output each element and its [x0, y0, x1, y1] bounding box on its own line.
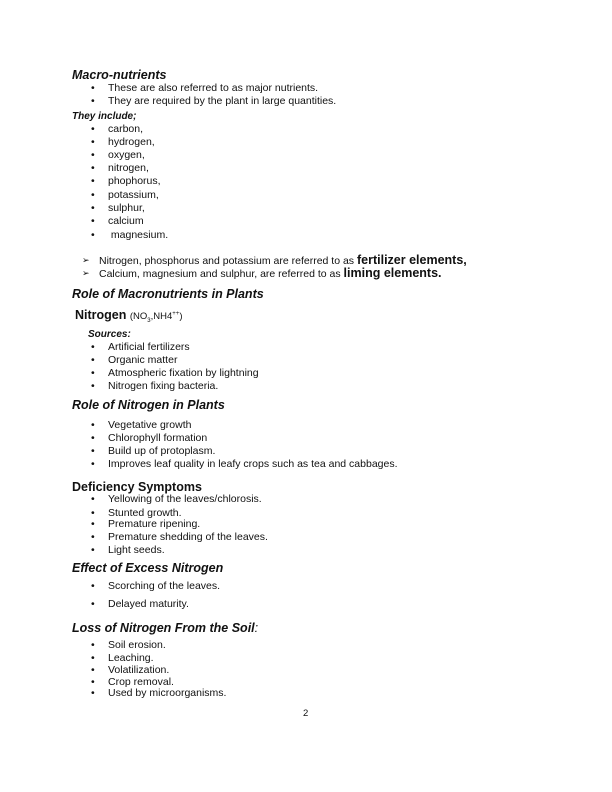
emphasis: fertilizer elements, — [356, 253, 467, 267]
list-item: • These are also referred to as major nutrients. — [108, 82, 318, 95]
list-item: • Improves leaf quality in leafy crops such as tea and cabbages. — [108, 458, 398, 471]
list-item: • Premature ripening. — [108, 518, 200, 531]
sources-label: Sources: — [88, 329, 131, 340]
formula-part: (NO — [129, 311, 148, 323]
emphasis: liming elements. — [343, 266, 442, 280]
page-number: 2 — [303, 708, 309, 719]
list-item: • Atmospheric fixation by lightning — [108, 367, 259, 380]
list-item: • Nitrogen fixing bacteria. — [108, 380, 218, 393]
heading-role-macronutrients: Role of Macronutrients in Plants — [72, 287, 264, 301]
text: Calcium, magnesium and sulphur, are referred to as — [99, 268, 344, 280]
list-item: • Scorching of the leaves. — [108, 580, 220, 593]
list-item: • oxygen, — [108, 149, 145, 162]
liming-elements-line — [99, 267, 442, 281]
formula-sub: 3 — [147, 318, 151, 325]
heading-loss — [72, 621, 258, 636]
list-item: • calcium — [108, 215, 144, 228]
list-item: • sulphur, — [108, 202, 145, 215]
they-include-label: They include; — [72, 111, 137, 122]
list-item: • hydrogen, — [108, 136, 155, 149]
formula-part: ) — [179, 311, 183, 323]
list-item: • Crop removal. — [108, 676, 174, 689]
list-item: • Artificial fertilizers — [108, 341, 190, 354]
list-item: • magnesium. — [108, 229, 168, 242]
list-item: • potassium, — [108, 189, 159, 202]
list-item: • Leaching. — [108, 652, 154, 665]
list-item: • Delayed maturity. — [108, 598, 189, 611]
heading-nitrogen — [75, 307, 182, 329]
heading-deficiency: Deficiency Symptoms — [72, 480, 202, 494]
heading-excess: Effect of Excess Nitrogen — [72, 561, 224, 575]
colon: : — [254, 621, 259, 635]
list-item: • Build up of protoplasm. — [108, 445, 215, 458]
list-item: • Used by microorganisms. — [108, 687, 226, 700]
list-item: • Vegetative growth — [108, 419, 191, 432]
heading-macro-nutrients: Macro-nutrients — [72, 68, 167, 82]
list-item: • Volatilization. — [108, 664, 169, 677]
list-item: • They are required by the plant in large quantities. — [108, 95, 336, 108]
list-item: • Soil erosion. — [108, 639, 166, 652]
list-item: • phophorus, — [108, 175, 161, 188]
list-item: • Yellowing of the leaves/chlorosis. — [108, 493, 262, 506]
formula — [129, 311, 183, 325]
text: Nitrogen, phosphorus and potassium are referred to as — [99, 255, 357, 267]
list-item: • carbon, — [108, 123, 143, 136]
list-item: • Stunted growth. — [108, 507, 182, 520]
list-item: • Organic matter — [108, 354, 177, 367]
formula-sup: ++ — [172, 311, 180, 317]
list-item: • Light seeds. — [108, 544, 165, 557]
title: Loss of Nitrogen From the Soil — [72, 621, 255, 635]
list-item: • nitrogen, — [108, 162, 149, 175]
list-item: • Chlorophyll formation — [108, 432, 207, 445]
list-item: • Premature shedding of the leaves. — [108, 531, 268, 544]
title: Nitrogen — [75, 308, 127, 323]
heading-role-nitrogen: Role of Nitrogen in Plants — [72, 398, 225, 412]
formula-part: ,NH4 — [150, 311, 173, 323]
